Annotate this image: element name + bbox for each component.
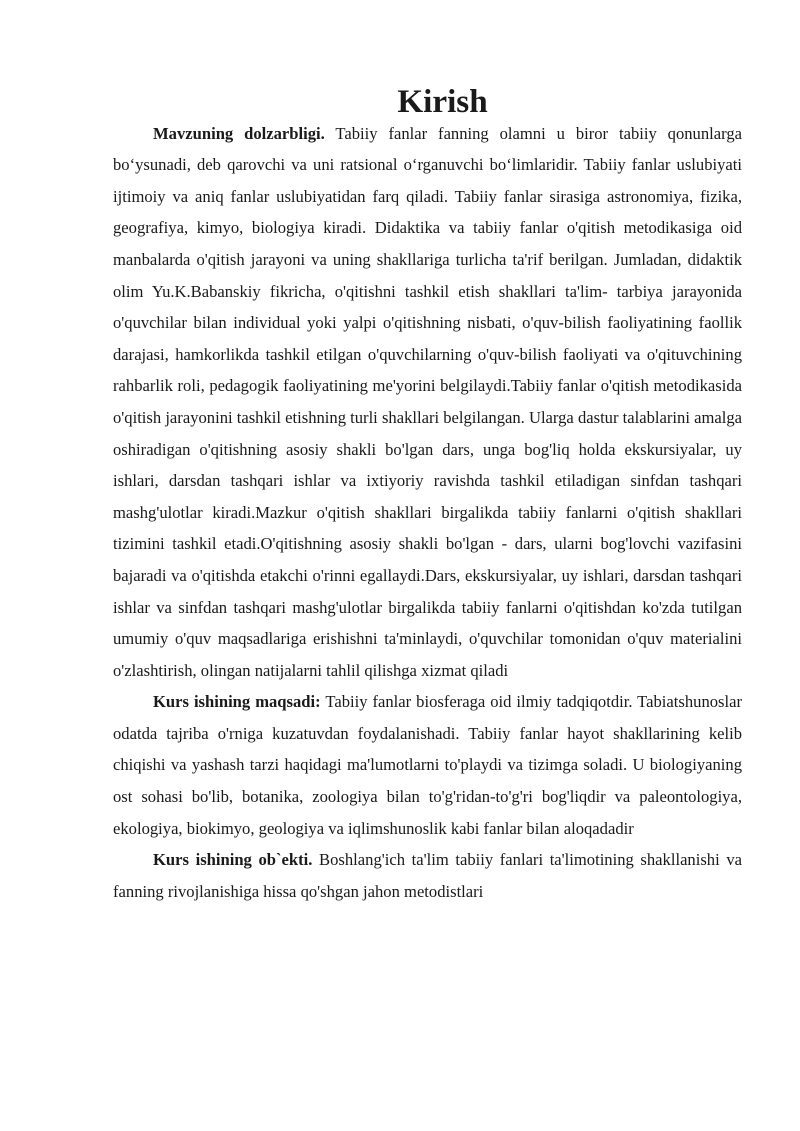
page-title: Kirish	[397, 83, 488, 120]
paragraph-lead: Mavzuning dolzarbligi.	[153, 123, 325, 143]
paragraph-lead: Kurs ishining ob`ekti.	[153, 850, 313, 870]
paragraph-goal	[113, 686, 742, 844]
paragraph-text: Tabiiy fanlar biosferaga oid ilmiy tadqiqotdir. Tabiatshunoslar odatda tajriba o'rniga kuzatuvdan foydalanishadi. Tabiiy fanlar hayot shakllarining kelib chiqishi va yashash tarzi haqidagi ma'lumotlarni to'playdi va tizimga soladi. U biologiyaning ost sohasi bo'lib, botanika, zoologiya bilan to'g'ridan-to'g'ri bog'liqdir va paleontologiya, ekologiya, biokimyo, geologiya va iqlimshunoslik kabi fanlar bilan aloqadadir	[113, 692, 742, 838]
paragraph-text: Boshlang'ich ta'lim tabiiy fanlari ta'limotining shakllanishi va fanning rivojlanishiga hissa qo'shgan jahon metodistlari	[113, 850, 742, 901]
paragraph-text: Tabiiy fanlar fanning olamni u biror tabiiy qonunlarga bo‘ysunadi, deb qarovchi va uni ratsional o‘rganuvchi bo‘limlaridir. Tabiiy fanlar uslubiyati ijtimoiy va aniq fanlar uslubiyatidan farq qiladi. Tabiiy fanlar sirasiga astronomiya, fizika, geografiya, kimyo, biologiya kiradi. Didaktika va tabiiy fanlar o'qitish metodikasiga oid manbalarda o'qitish jarayoni va uning shakllariga turlicha ta'rif berilgan. Jumladan, didaktik olim Yu.K.Babanskiy fikricha, o'qitishni tashkil etish shakllari ta'lim- tarbiya jarayonida o'quvchilar bilan individual yoki yalpi o'qitishning nisbati, o'quv-bilish faoliyatining faollik darajasi, hamkorlikda tashkil etilgan o'quvchilarning o'quv-bilish faoliyati va o'qituvchining rahbarlik roli, pedagogik faoliyatining me'yorini belgilaydi.Tabiiy fanlar o'qitish metodikasida o'qitish jarayonini tashkil etishning turli shakllari belgilangan. Ularga dastur talablarini amalga oshiradigan o'qitishning asosiy shakli bo'lgan dars, unga bog'liq holda ekskursiyalar, uy ishlari, darsdan tashqari ishlar va ixtiyoriy ravishda tashkil etiladigan sinfdan tashqari mashg'ulotlar kiradi.Mazkur o'qitish shakllari birgalikda tabiiy fanlarni o'qitish shakllari tizimini tashkil etadi.O'qitishning asosiy shakli bo'lgan - dars, ularni bog'lovchi vazifasini bajaradi va o'qitishda etakchi o'rinni egallaydi.Dars, ekskursiyalar, uy ishlari, darsdan tashqari ishlar va sinfdan tashqari mashg'ulotlar birgalikda tabiiy fanlarni o'qitishdan ko'zda tutilgan umumiy o'quv maqsadlariga erishishni ta'minlaydi, o'quvchilar tomonidan o'quv materialini o'zlashtirish, olingan natijalarni tahlil qilishga xizmat qiladi	[113, 123, 743, 680]
document-body	[113, 83, 743, 907]
paragraph-object	[113, 844, 742, 907]
paragraph-relevance	[113, 118, 742, 687]
paragraph-lead: Kurs ishining maqsadi:	[153, 692, 321, 712]
